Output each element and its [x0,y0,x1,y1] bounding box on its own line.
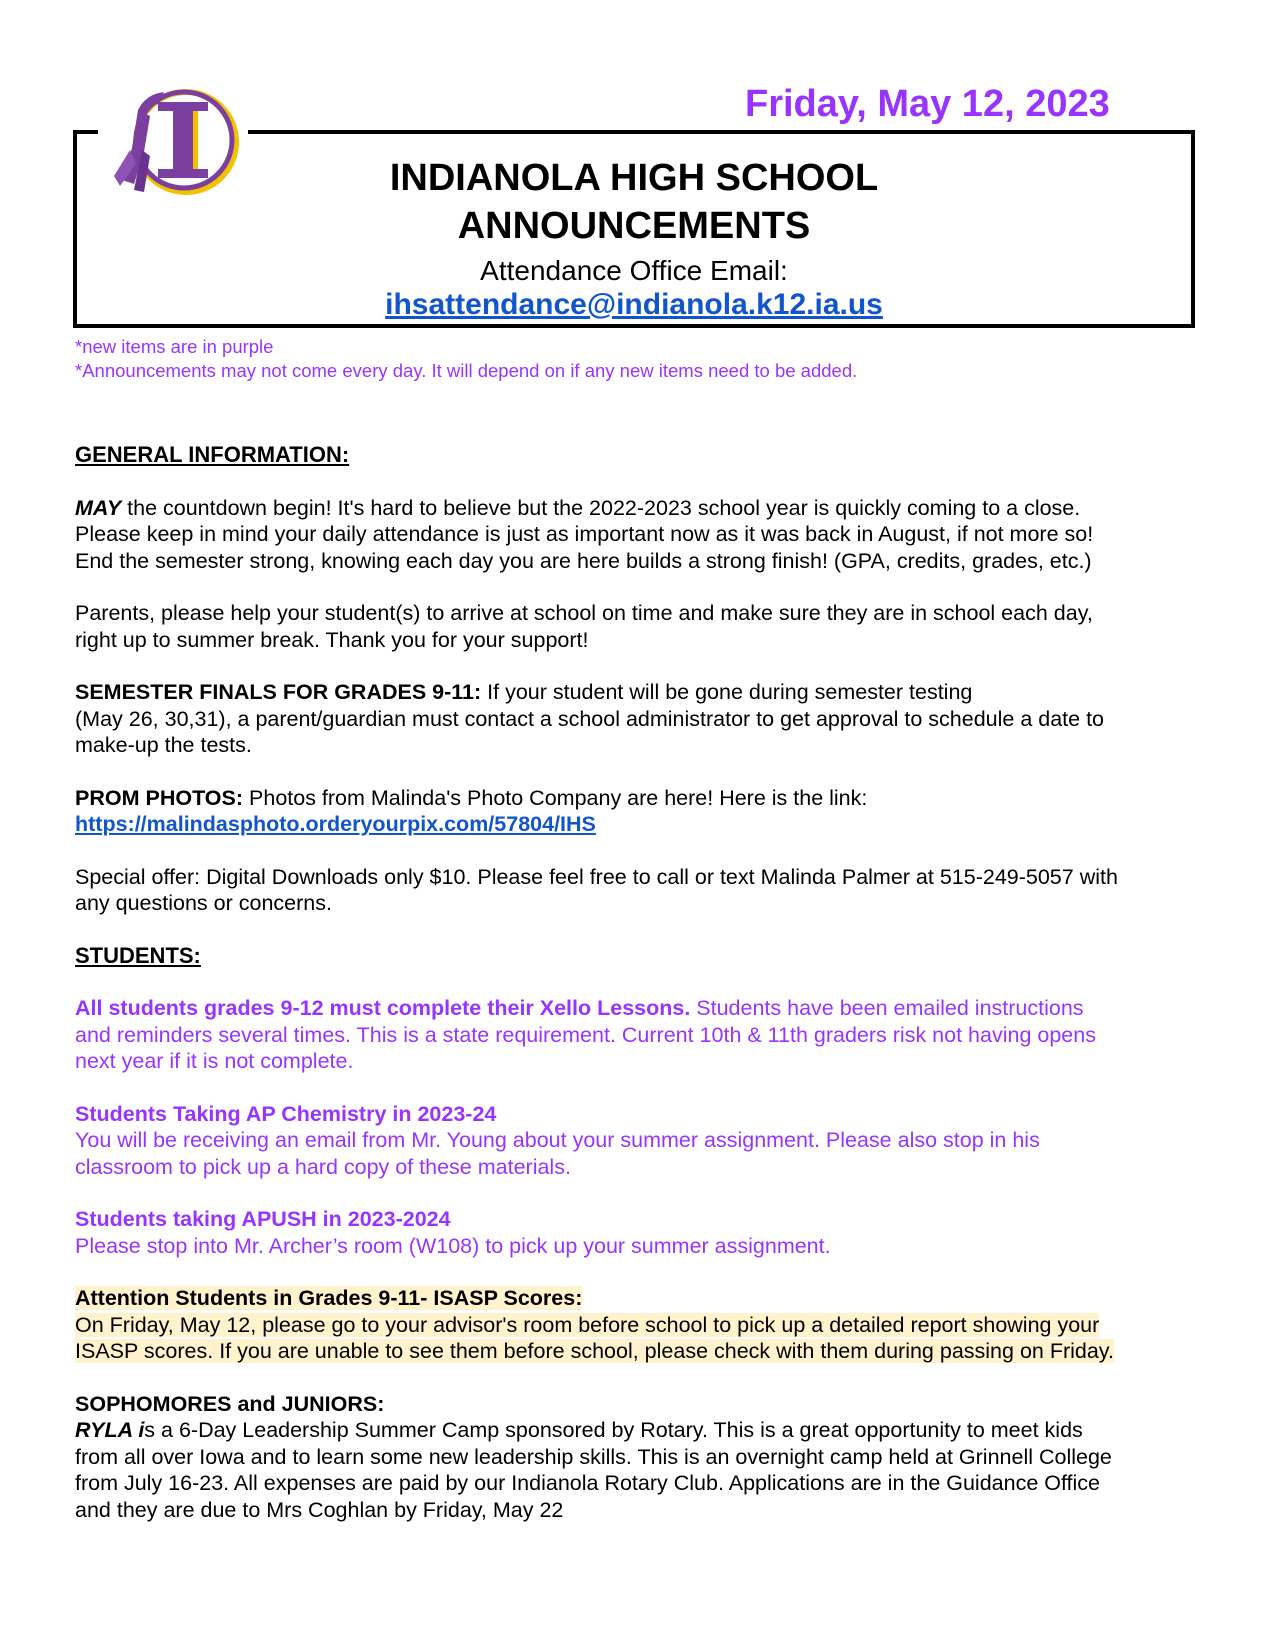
prom-photos-link[interactable]: https://malindasphoto.orderyourpix.com/57804/IHS [75,812,596,836]
attendance-email-link[interactable]: ihsattendance@indianola.k12.ia.us [385,288,883,321]
announcements-body [75,442,1205,1523]
ryla-line4: and they are due to Mrs Coghlan by Friday, May 22 [75,1497,564,1522]
general-information-heading: GENERAL INFORMATION: [75,442,350,467]
ryla-text: s a 6-Day Leadership Summer Camp sponsored by Rotary. This is a great opportunity to meet kids [144,1418,1083,1442]
may-lead: MAY [75,495,122,520]
xello-line2: and reminders several times. This is a state requirement. Current 10th & 11th graders risk not having opens [75,1022,1096,1047]
may-paragraph [75,495,1205,522]
announcements-title: ANNOUNCEMENTS [457,205,811,247]
xello-lead: All students grades 9-12 must complete their Xello Lessons. [75,996,691,1020]
isasp-line2-wrap [75,1338,1205,1365]
ryla-paragraph [75,1417,1205,1444]
announcement-date: Friday, May 12, 2023 [745,83,1110,125]
parents-line2: right up to summer break. Thank you for your support! [75,627,589,652]
prom-text: Photos from Malinda's Photo Company are here! Here is the link: [243,785,868,810]
school-logo [98,80,248,210]
ryla-line2: from all over Iowa and to learn some new leadership skills. This is an overnight camp held at Grinnell College [75,1444,1112,1469]
notes [75,335,857,383]
school-title: INDIANOLA HIGH SCHOOL [389,157,879,199]
may-text: the countdown begin! It's hard to believe but the 2022-2023 school year is quickly coming to a close. [121,495,1081,520]
finals-text: If your student will be gone during semester testing [481,680,973,704]
ryla-lead: RYLA i [75,1418,145,1442]
finals-lead: SEMESTER FINALS FOR GRADES 9-11: [75,680,482,704]
ap-chemistry-line2: classroom to pick up a hard copy of these materials. [75,1154,571,1179]
prom-link-line [75,811,1205,838]
finals-paragraph [75,679,1205,706]
note-new-items: *new items are in purple [75,336,274,357]
isasp-title: Attention Students in Grades 9-11- ISASP Scores: [75,1286,583,1310]
isasp-line1: On Friday, May 12, please go to your advisor's room before school to pick up a detailed report showing your [75,1312,1100,1337]
prom-paragraph [75,785,1205,812]
sophomores-juniors-title: SOPHOMORES and JUNIORS: [75,1391,385,1416]
may-line3: End the semester strong, knowing each day you are here builds a strong finish! (GPA, credits, grades, etc.) [75,548,1092,573]
students-heading: STUDENTS: [75,942,201,968]
apush-text: Please stop into Mr. Archer’s room (W108) to pick up your summer assignment. [75,1233,831,1258]
offer-line2: any questions or concerns. [75,891,332,915]
isasp-line1-wrap [75,1312,1205,1339]
ryla-line3: from July 16-23. All expenses are paid by our Indianola Rotary Club. Applications are in the Guidance Office [75,1471,1101,1495]
may-line2: Please keep in mind your daily attendance is just as important now as it was back in August, if not more so! [75,522,1094,546]
apush-title: Students taking APUSH in 2023-2024 [75,1207,451,1231]
ap-chemistry-title: Students Taking AP Chemistry in 2023-24 [75,1101,497,1126]
finals-line3: make-up the tests. [75,733,252,757]
xello-paragraph [75,995,1205,1022]
offer-line1: Special offer: Digital Downloads only $10. Please feel free to call or text Malinda Palmer at 515-249-5057 with [75,864,1118,889]
indian-head-logo-icon [98,80,248,210]
xello-text: Students have been emailed instructions [690,996,1084,1020]
finals-line2: (May 26, 30,31), a parent/guardian must contact a school administrator to get approval to schedule a date to [75,706,1105,731]
attendance-label: Attendance Office Email: [480,255,788,286]
isasp-line2: ISASP scores. If you are unable to see them before school, please check with them during passing on Friday. [75,1339,1114,1363]
isasp-title-line [75,1285,1205,1312]
xello-line3: next year if it is not complete. [75,1049,354,1073]
parents-line1: Parents, please help your student(s) to arrive at school on time and make sure they are in school each day, [75,601,1093,625]
prom-lead: PROM PHOTOS: [75,785,244,810]
ap-chemistry-line1: You will be receiving an email from Mr. Young about your summer assignment. Please also stop in his [75,1128,1040,1152]
note-frequency: *Announcements may not come every day. It will depend on if any new items need to be added. [75,360,858,381]
